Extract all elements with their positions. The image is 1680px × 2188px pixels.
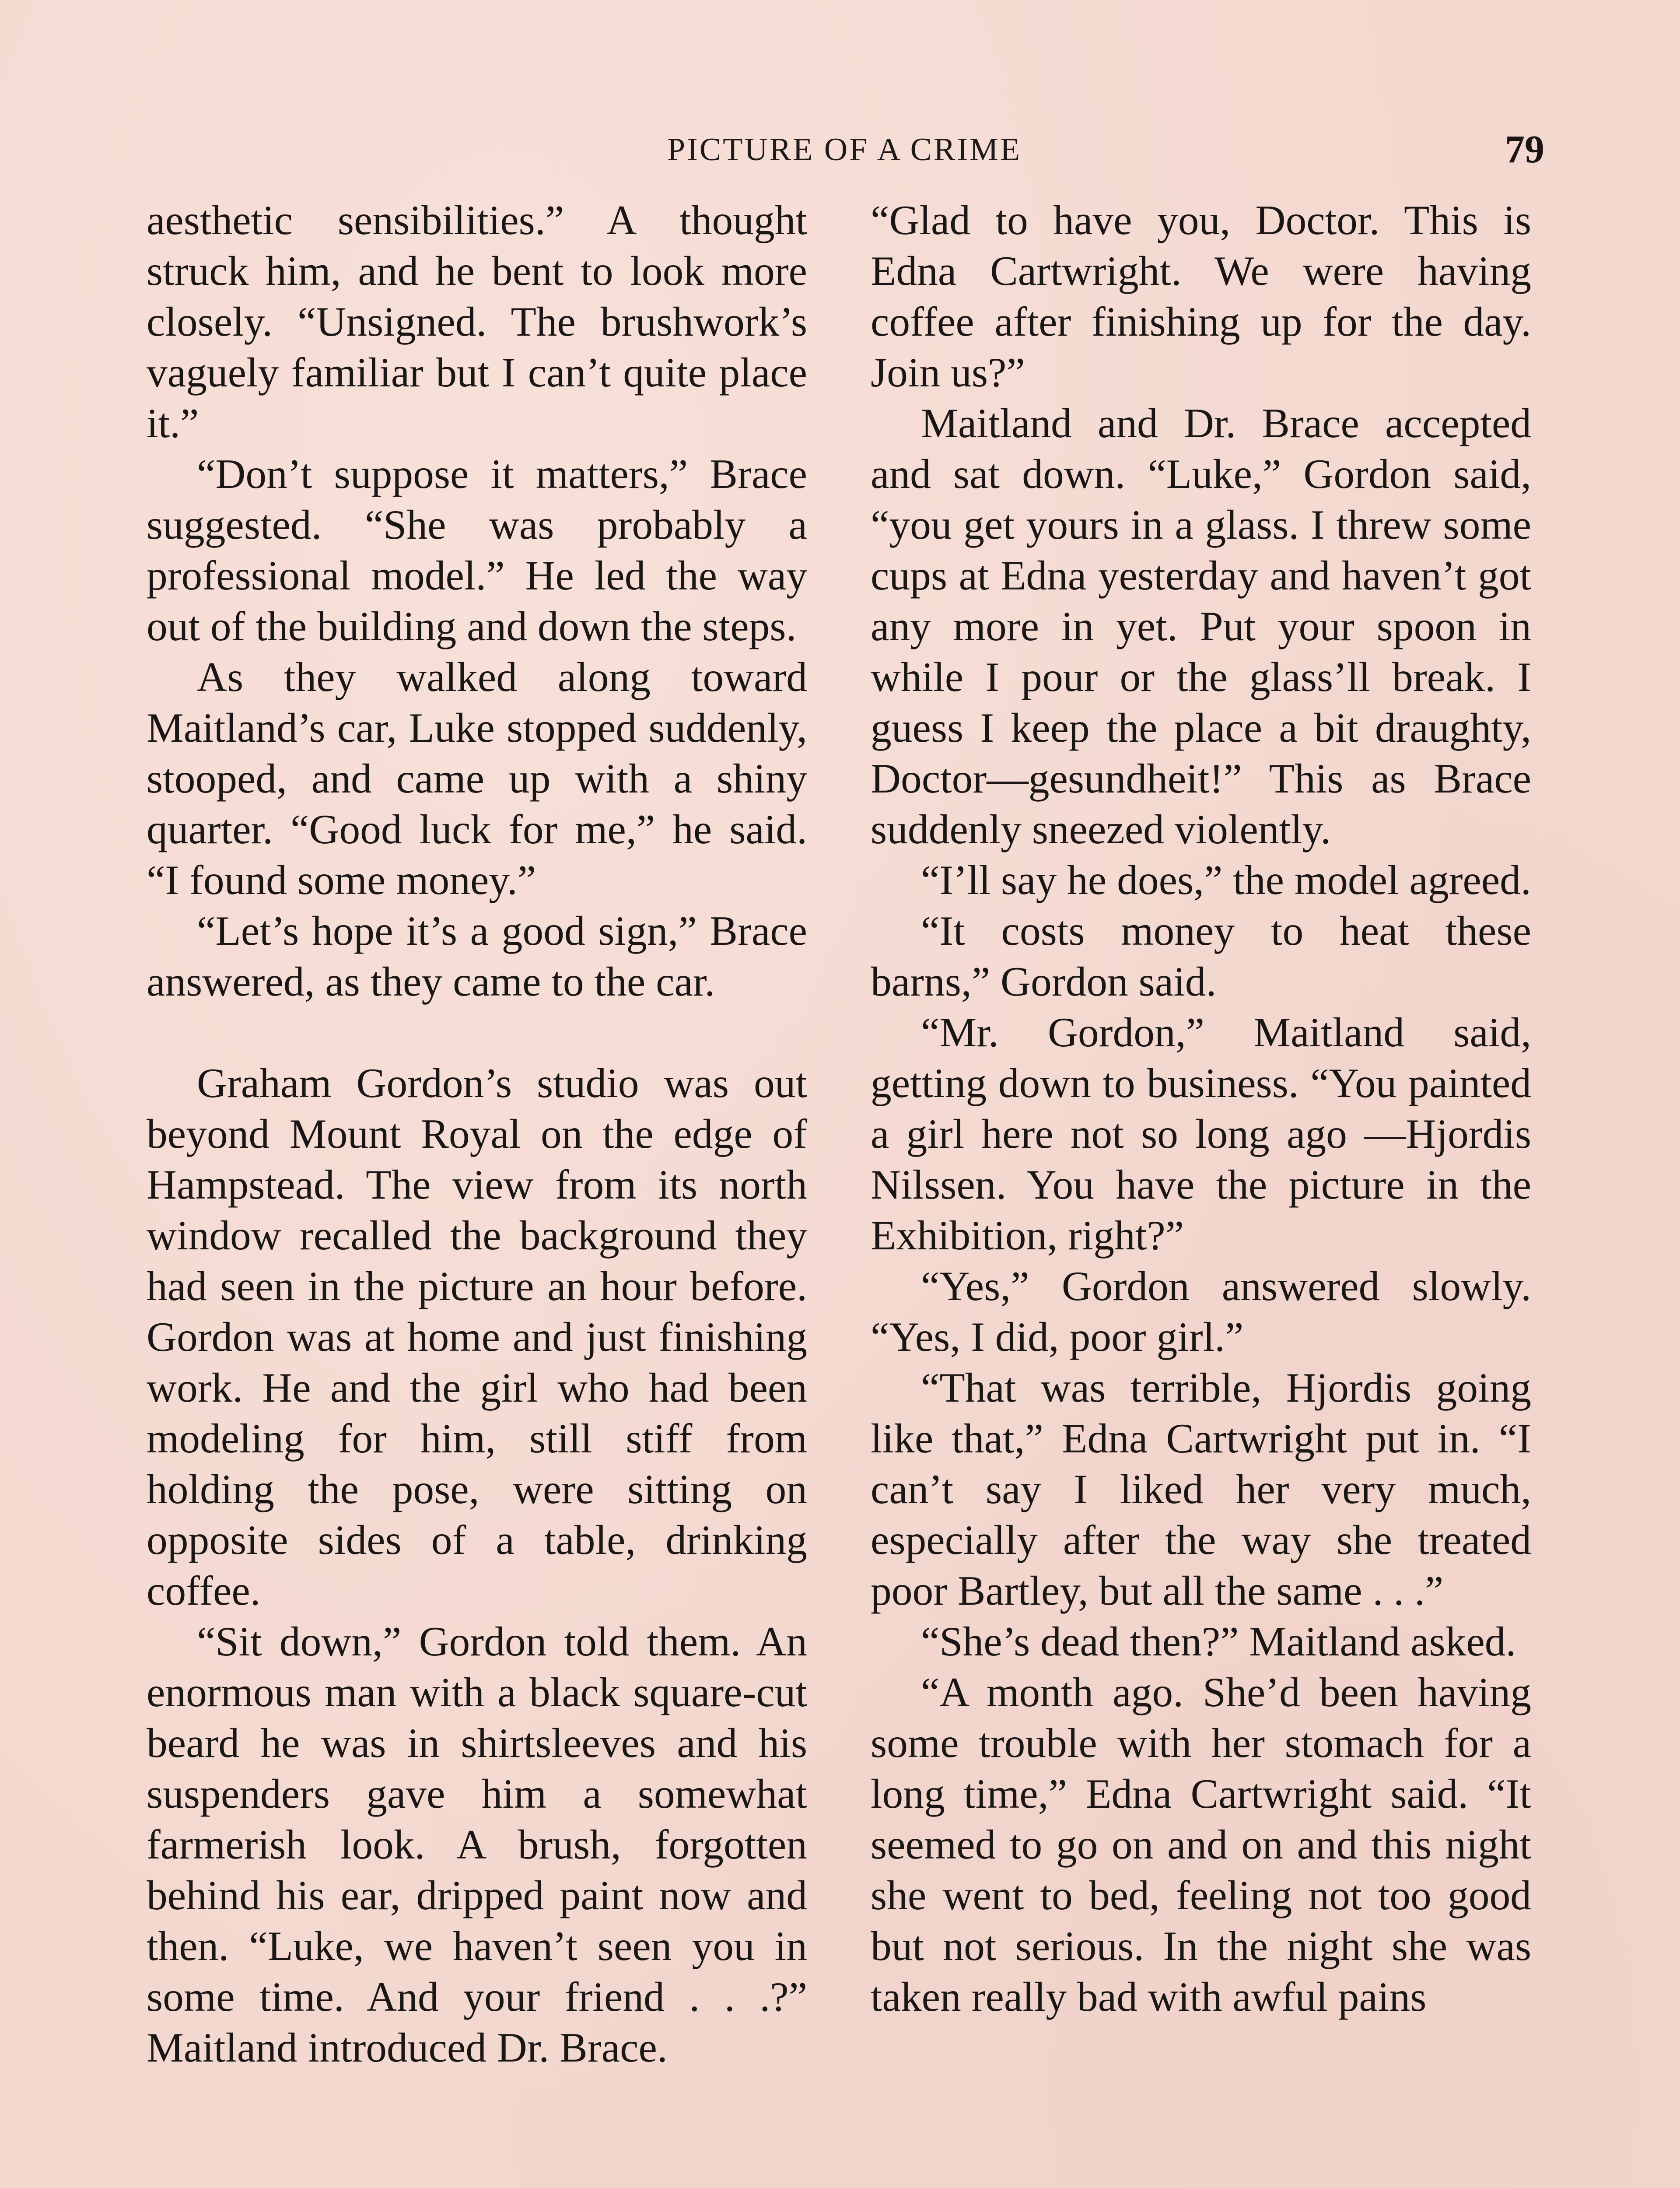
paragraph: “A month ago. She’d been having some trouble with her stomach for a long time,” Edna Cartwright said. “It seemed to go on and on and this night she went to bed, feeling not too good but not serious. In the night she was taken really bad with awful pains	[871, 1669, 1531, 2020]
paragraph: Maitland and Dr. Brace accepted and sat down. “Luke,” Gordon said, “you get yours in a glass. I threw some cups at Edna yesterday and haven’t got any more in yet. Put your spoon in while I pour or the glass’ll break. I guess I keep the place a bit draughty, Doctor—gesundheit!” This as Brace suddenly sneezed violently.	[871, 400, 1531, 852]
paragraph: “I’ll say he does,” the model agreed.	[921, 857, 1531, 903]
paragraph: “That was terrible, Hjordis going like that,” Edna Cartwright put in. “I can’t say I liked her very much, especially after the way she treated poor Bartley, but all the same . . .”	[871, 1364, 1531, 1614]
paragraph: “It costs money to heat these barns,” Gordon said.	[871, 908, 1531, 1005]
paragraph: Graham Gordon’s studio was out beyond Mount Royal on the edge of Hampstead. The view from its north window recalled the background they had seen in the picture an hour before. Gordon was at home and just finishing work. He and the girl who had been modeling for him, still stiff from holding the pose, were sitting on opposite sides of a table, drinking coffee.	[147, 1060, 807, 1614]
paragraph: “Sit down,” Gordon told them. An enormous man with a black square-cut beard he was in shirtsleeves and his suspenders gave him a somewhat farmerish look. A brush, forgotten behind his ear, dripped paint now and then. “Luke, we haven’t seen you in some time. And your friend . . .?” Maitland introduced Dr. Brace.	[147, 1618, 807, 2071]
paragraph: As they walked along toward Maitland’s car, Luke stopped suddenly, stooped, and came up with a shiny quarter. “Good luck for me,” he said. “I found some money.”	[147, 654, 807, 903]
paragraph: “Mr. Gordon,” Maitland said, getting down to business. “You painted a girl here not so long ago —Hjordis Nilssen. You have the picture in the Exhibition, right?”	[871, 1009, 1531, 1259]
paragraph: “Glad to have you, Doctor. This is Edna Cartwright. We were having coffee after finishing up for the day. Join us?”	[871, 197, 1531, 396]
paragraph: “Yes,” Gordon answered slowly. “Yes, I did, poor girl.”	[871, 1263, 1531, 1360]
paragraph: “Don’t suppose it matters,” Brace suggested. “She was probably a professional model.” He led the way out of the building and down the steps.	[147, 451, 807, 649]
running-title: PICTURE OF A CRIME	[667, 132, 1022, 168]
page-number: 79	[1505, 128, 1544, 171]
left-column	[147, 195, 807, 2073]
paragraph: “She’s dead then?” Maitland asked.	[921, 1618, 1516, 1665]
right-column	[871, 195, 1531, 2022]
paragraph: aesthetic sensibilities.” A thought struck him, and he bent to look more closely. “Unsigned. The brushwork’s vaguely familiar but I can’t quite place it.”	[147, 197, 807, 446]
paragraph: “Let’s hope it’s a good sign,” Brace answered, as they came to the car.	[147, 908, 807, 1005]
